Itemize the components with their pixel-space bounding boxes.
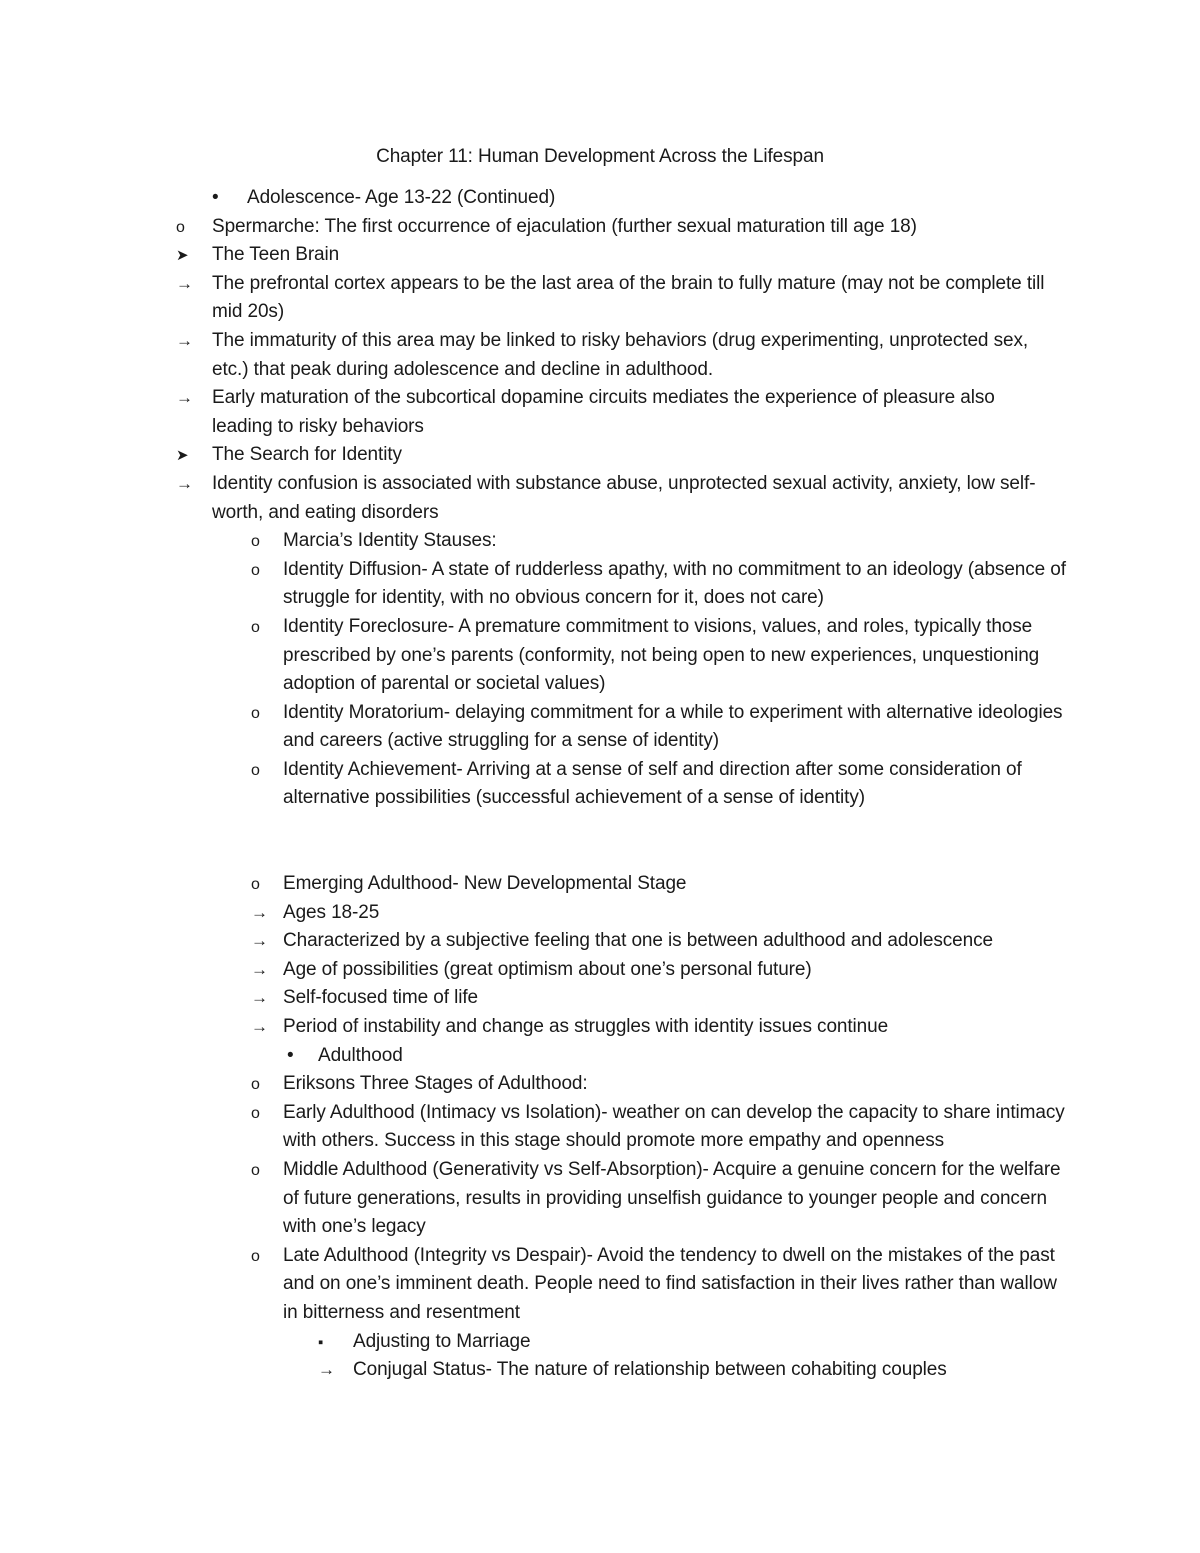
list-item-text: Eriksons Three Stages of Adulthood: [283,1073,588,1095]
list-item [0,899,1200,928]
list-item [0,441,1200,470]
list-item-text: Early maturation of the subcortical dopamine circuits mediates the experience of pleasure also leading to risky behaviors [212,387,995,437]
list-item-text: Spermarche: The first occurrence of ejaculation (further sexual maturation till age 18) [212,215,917,237]
list-item-text: Self-focused time of life [283,987,478,1009]
blank-spacer [0,813,1200,870]
list-item-text: Identity Achievement- Arriving at a sense of self and direction after some consideration of alternative possibilities (successful achievement of a sense of identity) [283,758,1022,809]
list-item-text: Adolescence- Age 13-22 (Continued) [247,187,556,208]
list-item [0,213,1200,242]
circle-bullet-icon [251,1099,260,1129]
list-item [0,984,1200,1013]
list-item-text: Adjusting to Marriage [353,1330,531,1352]
arrow-icon [318,1356,335,1385]
document-body [0,184,1200,1385]
list-item-text: Ages 18-25 [283,901,380,923]
list-item [0,956,1200,985]
list-item [0,384,1200,441]
list-item [0,699,1200,756]
list-item [0,241,1200,270]
circle-bullet-icon [251,699,260,729]
list-item-text: The immaturity of this area may be linked to risky behaviors (drug experimenting, unprotected sex, etc.) that peak during adolescence and decline in adulthood. [212,329,1029,380]
list-item-text: Identity Moratorium- delaying commitment for a while to experiment with alternative ideologies and careers (active struggling for a sense of identity) [283,701,1063,752]
circle-bullet-icon [176,213,185,243]
list-item-text: Age of possibilities (great optimism about one’s personal future) [283,958,812,980]
list-item [0,470,1200,527]
list-item-text: The Search for Identity [212,444,402,466]
list-item-text: Adulthood [318,1044,403,1066]
circle-bullet-icon [251,527,260,557]
page-title: Chapter 11: Human Development Across the Lifespan [376,146,824,167]
list-item-text: Characterized by a subjective feeling that one is between adulthood and adolescence [283,930,993,952]
arrow-icon [251,927,268,956]
circle-bullet-icon [251,613,260,643]
arrow-icon [176,470,193,499]
list-item [0,1328,1200,1357]
list-item [0,1013,1200,1042]
circle-bullet-icon [251,756,260,786]
list-item [0,184,1200,213]
list-item-text: The Teen Brain [212,244,340,266]
circle-bullet-icon [251,556,260,586]
triangle-arrow-icon [176,241,188,271]
list-item [0,927,1200,956]
list-item [0,1099,1200,1156]
arrow-icon [176,327,193,356]
list-item [0,1042,1200,1071]
list-item [0,527,1200,556]
list-item-text: Conjugal Status- The nature of relationship between cohabiting couples [353,1359,947,1381]
bullet-icon [287,1042,294,1071]
circle-bullet-icon [251,870,260,900]
arrow-icon [251,984,268,1013]
list-item [0,1156,1200,1242]
list-item [0,270,1200,327]
list-item-text: Period of instability and change as struggles with identity issues continue [283,1016,889,1038]
square-bullet-icon [318,1328,323,1358]
list-item-text: Early Adulthood (Intimacy vs Isolation)- weather on can develop the capacity to share intimacy with others. Success in this stage should promote more empathy and openness [283,1101,1065,1152]
list-item [0,556,1200,613]
list-item-text: Late Adulthood (Integrity vs Despair)- Avoid the tendency to dwell on the mistakes of the past and on one’s imminent death. People need to find satisfaction in their lives rather than wallow in bitterness and resentment [283,1244,1057,1323]
arrow-icon [251,956,268,985]
list-item [0,327,1200,384]
circle-bullet-icon [251,1242,260,1272]
circle-bullet-icon [251,1070,260,1100]
arrow-icon [251,899,268,928]
arrow-icon [176,384,193,413]
list-item [0,756,1200,813]
list-item [0,1242,1200,1328]
list-item [0,1356,1200,1385]
list-item-text: Identity confusion is associated with substance abuse, unprotected sexual activity, anxiety, low self-worth, and eating disorders [212,472,1036,523]
arrow-icon [251,1013,268,1042]
list-item-text: Marcia’s Identity Stauses: [283,530,497,552]
list-item-text: Identity Foreclosure- A premature commitment to visions, values, and roles, typically those prescribed by one’s parents (conformity, not being open to new experiences, unquestioning adoption of parental or societal values) [283,615,1040,695]
list-item [0,613,1200,699]
list-item-text: Identity Diffusion- A state of rudderless apathy, with no commitment to an ideology (absence of struggle for identity, with no obvious concern for it, does not care) [283,558,1066,609]
arrow-icon [176,270,193,299]
list-item-text: Emerging Adulthood- New Developmental Stage [283,873,687,895]
list-item [0,870,1200,899]
bullet-icon [212,184,219,213]
list-item-text: Middle Adulthood (Generativity vs Self-Absorption)- Acquire a genuine concern for the welfare of future generations, results in providing unselfish guidance to younger people and concern with one’s legacy [283,1159,1061,1238]
triangle-arrow-icon [176,441,188,471]
list-item-text: The prefrontal cortex appears to be the last area of the brain to fully mature (may not be complete till mid 20s) [212,272,1045,323]
circle-bullet-icon [251,1156,260,1186]
list-item [0,1070,1200,1099]
